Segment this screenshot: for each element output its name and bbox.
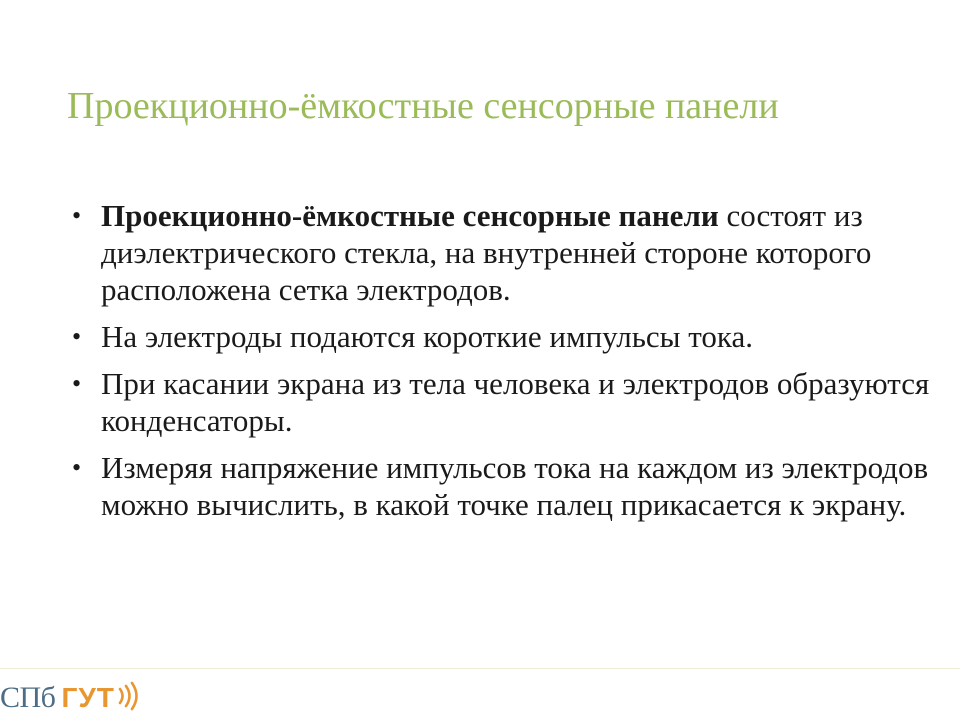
bullet-dot-icon: • — [72, 322, 82, 351]
logo — [0, 680, 141, 716]
bullet-item — [72, 318, 932, 355]
logo-gut-text: ГУТ — [61, 682, 115, 713]
bullet-item — [72, 365, 932, 439]
bullet-item — [72, 197, 932, 308]
slide-title: Проекционно-ёмкостные сенсорные панели — [67, 85, 779, 127]
bullet-text: Измеряя напряжение импульсов тока на каждом из электродов можно вычислить, в какой точке палец прикасается к экрану. — [101, 450, 929, 522]
bullet-dot-icon: • — [72, 201, 82, 230]
logo-spb-text: СПб — [0, 681, 56, 714]
bullet-list — [72, 197, 932, 533]
bullet-dot-icon: • — [72, 453, 82, 482]
bullet-text: состоят из диэлектрического стекла, на внутренней стороне которого расположена сетка электродов. — [101, 198, 872, 307]
bullet-item — [72, 449, 932, 523]
bullet-dot-icon: • — [72, 369, 82, 398]
signal-waves-icon — [117, 680, 141, 717]
bullet-bold-text: Проекционно-ёмкостные сенсорные панели — [101, 198, 719, 233]
bullet-text: На электроды подаются короткие импульсы тока. — [101, 319, 753, 354]
bullet-text: При касании экрана из тела человека и электродов образуются конденсаторы. — [101, 366, 930, 438]
footer-divider — [0, 668, 960, 669]
